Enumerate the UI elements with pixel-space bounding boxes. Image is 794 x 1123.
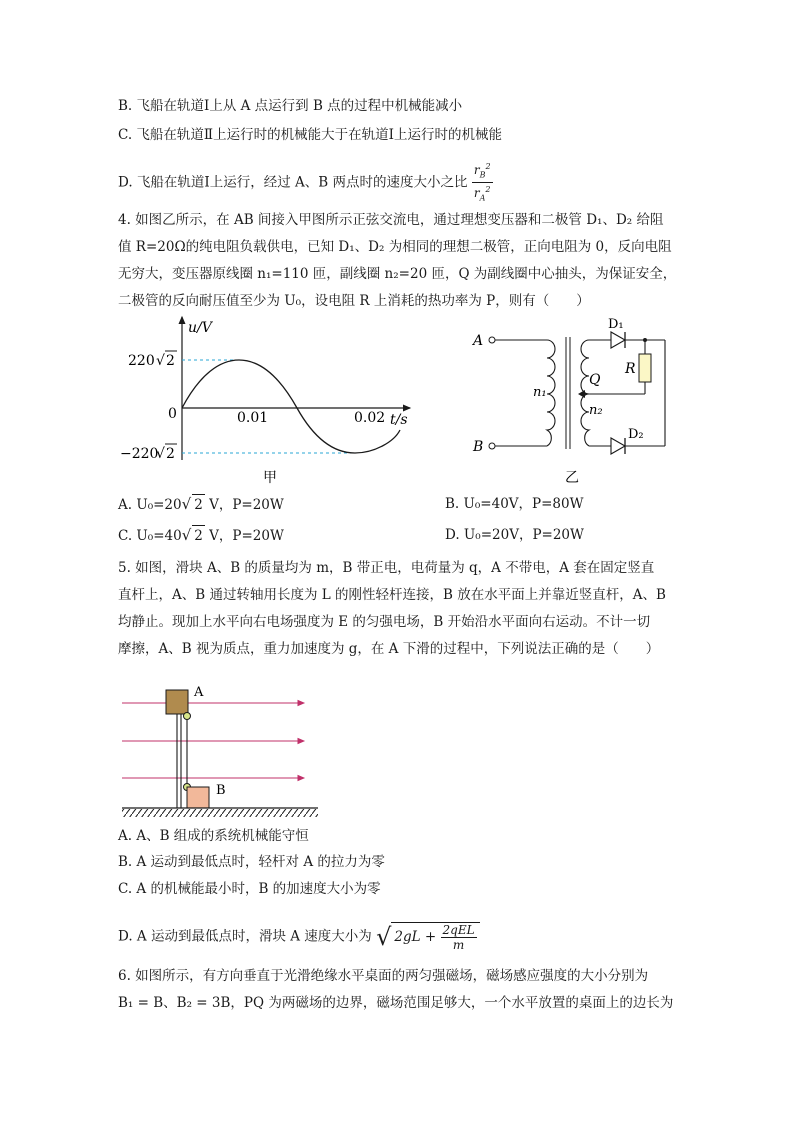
primary-coil <box>547 340 555 446</box>
block-a-label: A <box>194 685 204 700</box>
x-tick-2: 0.02 <box>354 410 386 426</box>
diode-d1 <box>611 332 625 348</box>
d1-label: D₁ <box>608 317 624 332</box>
q4-option-d: D. U₀=20V，P=20W <box>445 527 584 543</box>
q3-option-d-fraction: $\frac{r_B^2}{r_A^2}$ <box>473 162 491 203</box>
circuit-caption: 乙 <box>565 470 579 486</box>
q5-option-c: C. A 的机械能最小时，B 的加速度大小为零 <box>118 881 381 897</box>
q4-line-4: 二极管的反向耐压值至少为 U₀，设电阻 R 上消耗的热功率为 P，则有（ ） <box>118 293 590 309</box>
pivot-a <box>184 713 191 720</box>
q3-option-d-text: D. 飞船在轨道Ⅰ上运行，经过 A、B 两点时的速度大小之比 <box>118 174 468 191</box>
q5-option-a: A. A、B 组成的系统机械能守恒 <box>118 828 309 844</box>
y-axis-label: u/V <box>188 320 212 336</box>
q3-option-d <box>118 160 493 206</box>
diode-d2 <box>611 438 625 454</box>
q3-option-c: C. 飞船在轨道Ⅱ上运行时的机械能大于在轨道Ⅰ上运行时的机械能 <box>118 127 502 143</box>
q5-line-3: 均静止。现加上水平向右电场强度为 E 的匀强电场，B 开始沿水平面向右运动。不计一切 <box>118 614 651 630</box>
y-tick-bottom: −220 <box>120 446 159 462</box>
q5-line-4: 摩擦，A、B 视为质点，重力加速度为 g，在 A 下滑的过程中，下列说法正确的是（ ） <box>118 641 660 657</box>
block-a <box>166 690 188 714</box>
q6-line-2: B₁ = B、B₂ = 3B，PQ 为两磁场的边界，磁场范围足够大，一个水平放置的桌面上的边长为 <box>118 995 674 1011</box>
q5-figure <box>120 670 320 820</box>
q4-line-2: 值 R=20Ω的纯电阻负载供电，已知 D₁、D₂ 为相同的理想二极管，正向电阻为 0，反向电阻 <box>118 239 672 255</box>
r-label: R <box>625 361 636 377</box>
svg-text:√: √ <box>156 353 165 369</box>
n2-label: n₂ <box>589 403 603 418</box>
graph-caption: 甲 <box>263 470 277 486</box>
q4-circuit-diagram <box>465 312 685 487</box>
sine-curve <box>182 360 400 453</box>
q4-sine-graph <box>120 312 430 487</box>
d2-label: D₂ <box>628 427 644 442</box>
q5-option-b: B. A 运动到最低点时，轻杆对 A 的拉力为零 <box>118 854 385 870</box>
q4-option-a: A. U₀=20√ 2 V，P=20W <box>118 495 284 513</box>
q5-line-2: 直杆上，A、B 通过转轴用长度为 L 的刚性轻杆连接，B 放在水平面上并靠近竖直杆，A、B <box>118 587 666 603</box>
q4-line-3: 无穷大，变压器原线圈 n₁=110 匝，副线圈 n₂=20 匝，Q 为副线圈中心抽头，为保证安全， <box>118 266 677 282</box>
x-tick-1: 0.01 <box>237 410 269 426</box>
y-tick-bottom-root: 2 <box>166 446 175 462</box>
q4-option-c: C. U₀=40√ 2 V，P=20W <box>118 526 284 544</box>
resistor-r <box>639 354 651 382</box>
q4-line-1: 4. 如图乙所示，在 AB 间接入甲图所示正弦交流电，通过理想变压器和二极管 D₁、D₂ 给阻 <box>118 212 664 228</box>
q5-line-1: 5. 如图，滑块 A、B 的质量均为 m，B 带正电，电荷量为 q，A 不带电，A 套在固定竖直 <box>118 560 655 576</box>
terminal-a-label: A <box>473 333 484 349</box>
block-b-label: B <box>216 783 226 798</box>
origin-label: 0 <box>168 406 177 422</box>
block-b <box>187 787 209 808</box>
q5-option-d: D. A 运动到最低点时，滑块 A 速度大小为 √ 2gL + $\frac{\text{2qEL}}{m}$ <box>118 922 480 952</box>
svg-text:√: √ <box>156 446 165 462</box>
x-axis-label: t/s <box>390 412 408 428</box>
q3-option-b: B. 飞船在轨道Ⅰ上从 A 点运行到 B 点的过程中机械能减小 <box>118 98 463 114</box>
terminal-b-label: B <box>473 439 484 455</box>
n1-label: n₁ <box>533 385 547 400</box>
q-label: Q <box>589 372 601 388</box>
q4-option-b: B. U₀=40V，P=80W <box>445 496 584 512</box>
y-tick-top: 220 <box>128 353 155 369</box>
q6-line-1: 6. 如图所示，有方向垂直于光滑绝缘水平桌面的两匀强磁场，磁场感应强度的大小分别为 <box>118 968 649 984</box>
y-tick-top-root: 2 <box>166 353 175 369</box>
